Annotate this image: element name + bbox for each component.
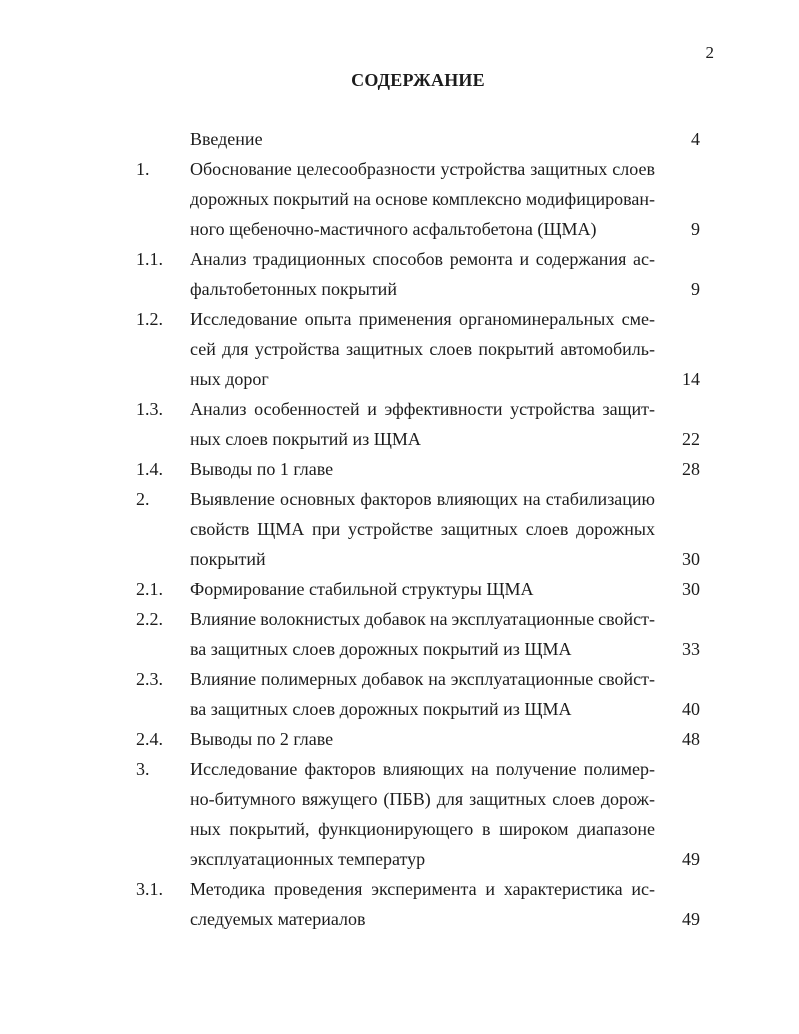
toc-entry-line: Обоснование целесообразности устройства защитных слоев: [190, 159, 655, 179]
toc-entry-page: 48: [682, 729, 700, 749]
toc-entry-line: ных покрытий, функционирующего в широком диапазоне: [190, 819, 655, 839]
toc-entry-title: [190, 154, 655, 244]
toc-entry-line: Анализ особенностей и эффективности устройства защит-: [190, 399, 655, 419]
page-title: СОДЕРЖАНИЕ: [351, 70, 485, 90]
toc-entry-line: Методика проведения эксперимента и характеристика ис-: [190, 879, 655, 899]
toc-entry-page: 33: [682, 639, 700, 659]
toc-entry-number: 1.3.: [136, 399, 163, 419]
toc-entry-line: Исследование факторов влияющих на получение полимер-: [190, 759, 655, 779]
toc-entry-number: 1.2.: [136, 309, 163, 329]
toc-entry-line: Выводы по 2 главе: [190, 729, 334, 749]
toc-entry-page: 22: [682, 429, 700, 449]
toc-entry-line: следуемых материалов: [190, 909, 366, 929]
toc-entry-line: ных слоев покрытий из ЩМА: [190, 429, 421, 449]
toc-entry-title: [190, 454, 655, 484]
toc-entry: [0, 244, 799, 304]
toc-entry-page: 28: [682, 459, 700, 479]
toc-entry-line: ва защитных слоев дорожных покрытий из ЩМА: [190, 699, 572, 719]
toc-entry-page: 9: [691, 219, 700, 239]
toc-entry: [0, 124, 799, 154]
toc-entry-title: [190, 604, 655, 664]
toc-entry-page: 49: [682, 849, 700, 869]
toc-entry-page: 9: [691, 279, 700, 299]
toc-entry-line: свойств ЩМА при устройстве защитных слоев дорожных: [190, 519, 655, 539]
toc-entry-line: Влияние полимерных добавок на эксплуатационные свойст-: [190, 669, 655, 689]
toc-entry-page: 14: [682, 369, 700, 389]
toc-entry-line: Выводы по 1 главе: [190, 459, 334, 479]
toc-entry-number: 3.: [136, 759, 150, 779]
toc-entry-line: Анализ традиционных способов ремонта и содержания ас-: [190, 249, 655, 269]
toc-entry-title: [190, 244, 655, 304]
toc-entry-title: [190, 394, 655, 454]
toc-entry-page: 30: [682, 549, 700, 569]
toc-entry-number: 3.1.: [136, 879, 163, 899]
toc-entry-title: [190, 874, 655, 934]
toc-entry-line: Введение: [190, 129, 263, 149]
table-of-contents: [0, 124, 799, 934]
toc-entry: [0, 484, 799, 574]
toc-entry: [0, 874, 799, 934]
toc-entry-line: Исследование опыта применения органоминеральных сме-: [190, 309, 655, 329]
toc-entry-line: но-битумного вяжущего (ПБВ) для защитных слоев дорож-: [190, 789, 655, 809]
toc-entry-line: Выявление основных факторов влияющих на стабилизацию: [190, 489, 655, 509]
toc-entry: [0, 754, 799, 874]
toc-entry: [0, 724, 799, 754]
toc-entry-title: [190, 124, 655, 154]
toc-entry-line: сей для устройства защитных слоев покрытий автомобиль-: [190, 339, 655, 359]
toc-entry-number: 2.1.: [136, 579, 163, 599]
toc-entry-page: 30: [682, 579, 700, 599]
toc-entry-line: фальтобетонных покрытий: [190, 279, 397, 299]
toc-entry-number: 1.1.: [136, 249, 163, 269]
toc-entry-title: [190, 754, 655, 874]
toc-entry-line: Формирование стабильной структуры ЩМА: [190, 579, 534, 599]
toc-entry: [0, 664, 799, 724]
toc-entry-line: покрытий: [190, 549, 266, 569]
toc-entry: [0, 154, 799, 244]
toc-entry-line: ных дорог: [190, 369, 269, 389]
toc-entry: [0, 604, 799, 664]
toc-entry-page: 40: [682, 699, 700, 719]
toc-entry-line: ва защитных слоев дорожных покрытий из ЩМА: [190, 639, 572, 659]
toc-entry-title: [190, 664, 655, 724]
toc-entry-line: ного щебеночно-мастичного асфальтобетона (ЩМА): [190, 219, 597, 239]
toc-entry-title: [190, 484, 655, 574]
toc-entry-line: Влияние волокнистых добавок на эксплуатационные свойст-: [190, 609, 655, 629]
toc-entry-number: 2.: [136, 489, 150, 509]
toc-entry-number: 2.2.: [136, 609, 163, 629]
toc-entry-number: 2.4.: [136, 729, 163, 749]
toc-entry: [0, 454, 799, 484]
page-number: 2: [705, 43, 714, 62]
toc-entry-number: 1.: [136, 159, 150, 179]
toc-entry: [0, 304, 799, 394]
toc-entry-page: 49: [682, 909, 700, 929]
toc-entry-number: 2.3.: [136, 669, 163, 689]
toc-entry-page: 4: [691, 129, 700, 149]
toc-entry-title: [190, 574, 655, 604]
toc-entry-line: дорожных покрытий на основе комплексно модифицирован-: [190, 189, 655, 209]
toc-entry: [0, 574, 799, 604]
toc-entry-title: [190, 304, 655, 394]
toc-entry-title: [190, 724, 655, 754]
toc-entry: [0, 394, 799, 454]
toc-entry-line: эксплуатационных температур: [190, 849, 426, 869]
toc-entry-number: 1.4.: [136, 459, 163, 479]
